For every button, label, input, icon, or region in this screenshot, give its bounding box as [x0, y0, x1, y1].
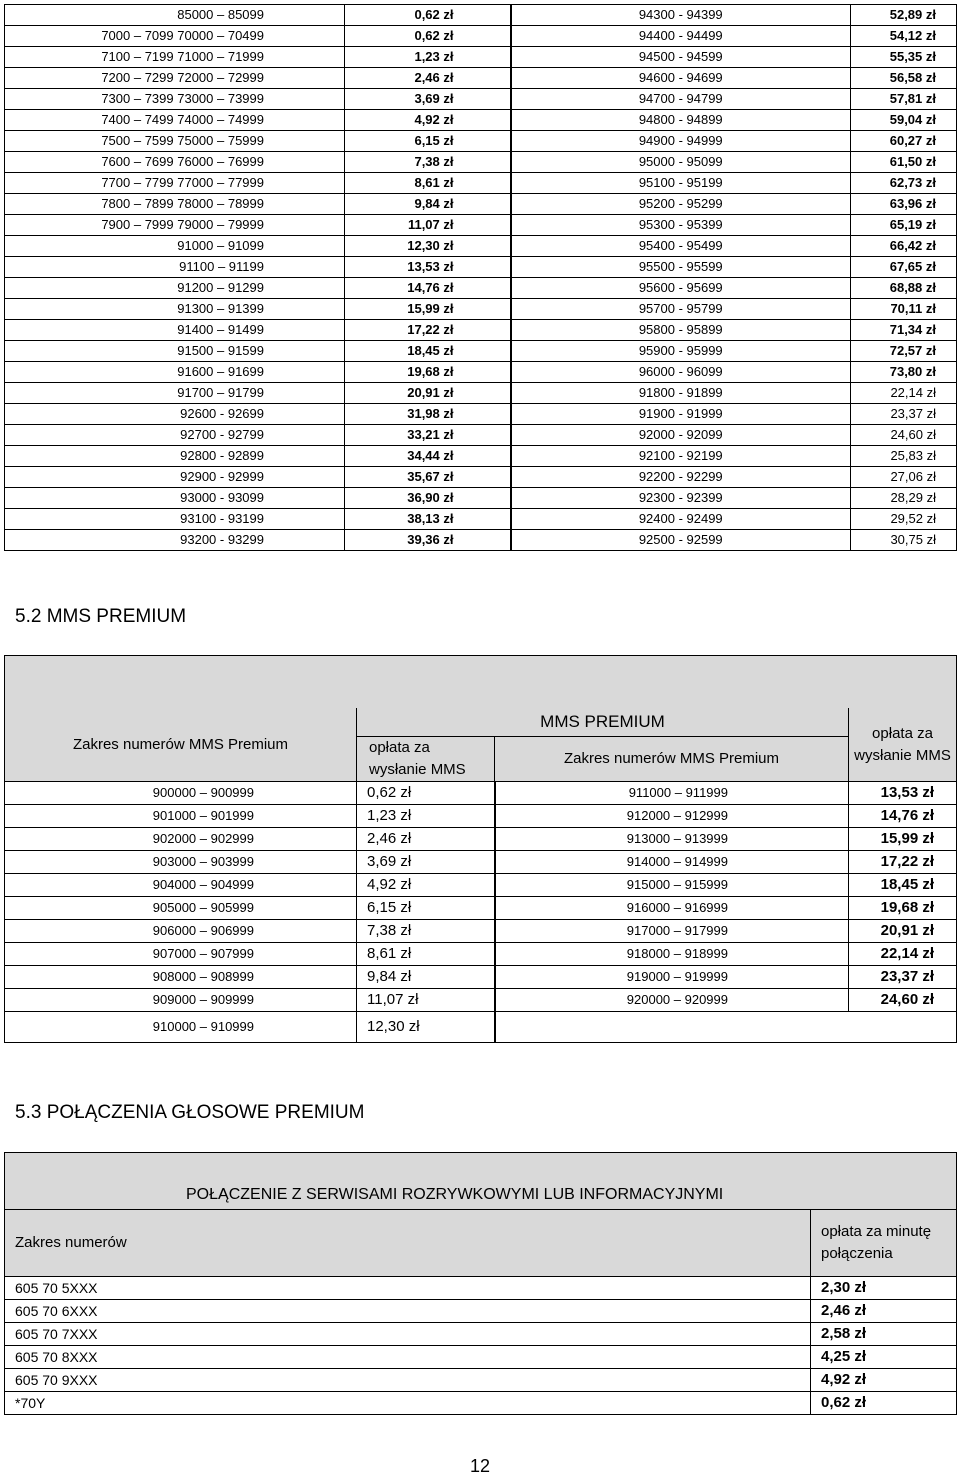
- voice-number-range-cell: 605 70 7XXX: [5, 1323, 811, 1346]
- table-row: [5, 194, 957, 215]
- table-row: [5, 943, 957, 966]
- fee-cell: 25,83 zł: [851, 446, 957, 467]
- fee-cell: 71,34 zł: [851, 320, 957, 341]
- number-range-cell: 7000 – 7099 70000 – 70499: [5, 26, 345, 47]
- fee-cell: 17,22 zł: [345, 320, 511, 341]
- number-range-cell: 95800 - 95899: [511, 320, 851, 341]
- mms-fee-cell: 11,07 zł: [357, 989, 495, 1012]
- fee-cell: 57,81 zł: [851, 89, 957, 110]
- mms-number-range-cell: 905000 – 905999: [5, 897, 357, 920]
- number-range-cell: 94800 - 94899: [511, 110, 851, 131]
- fee-cell: 73,80 zł: [851, 362, 957, 383]
- mms-number-range-cell: 903000 – 903999: [5, 851, 357, 874]
- fee-cell: 2,46 zł: [345, 68, 511, 89]
- mms-header-fee-right: opłata za wysłanie MMS: [849, 708, 957, 782]
- fee-cell: 31,98 zł: [345, 404, 511, 425]
- fee-cell: 13,53 zł: [345, 257, 511, 278]
- table-row: [5, 383, 957, 404]
- mms-fee-cell: 20,91 zł: [849, 920, 957, 943]
- number-range-cell: 7200 – 7299 72000 – 72999: [5, 68, 345, 89]
- number-range-cell: 91900 - 91999: [511, 404, 851, 425]
- table-row: [5, 299, 957, 320]
- mms-table-top-band: [5, 656, 957, 709]
- number-range-cell: 91200 – 91299: [5, 278, 345, 299]
- fee-cell: 33,21 zł: [345, 425, 511, 446]
- voice-number-range-cell: 605 70 6XXX: [5, 1300, 811, 1323]
- mms-fee-cell: 8,61 zł: [357, 943, 495, 966]
- table-row: [5, 488, 957, 509]
- mms-number-range-cell: 909000 – 909999: [5, 989, 357, 1012]
- fee-cell: 65,19 zł: [851, 215, 957, 236]
- mms-tariff-table: [4, 655, 957, 1043]
- empty-cell: [495, 1012, 957, 1043]
- number-range-cell: 95100 - 95199: [511, 173, 851, 194]
- mms-fee-cell: 4,92 zł: [357, 874, 495, 897]
- mms-number-range-cell: 917000 – 917999: [495, 920, 849, 943]
- voice-fee-cell: 2,58 zł: [811, 1323, 957, 1346]
- fee-cell: 54,12 zł: [851, 26, 957, 47]
- voice-table-top-band: [5, 1153, 957, 1182]
- voice-number-range-cell: 605 70 5XXX: [5, 1277, 811, 1300]
- table-row: [5, 828, 957, 851]
- number-range-cell: 93000 - 93099: [5, 488, 345, 509]
- fee-cell: 55,35 zł: [851, 47, 957, 68]
- table-row: [5, 5, 957, 26]
- number-range-cell: 92100 - 92199: [511, 446, 851, 467]
- table-row: [5, 1300, 957, 1323]
- mms-fee-cell: 9,84 zł: [357, 966, 495, 989]
- fee-cell: 7,38 zł: [345, 152, 511, 173]
- fee-cell: 11,07 zł: [345, 215, 511, 236]
- number-range-cell: 91100 – 91199: [5, 257, 345, 278]
- mms-number-range-cell: 914000 – 914999: [495, 851, 849, 874]
- number-range-cell: 85000 – 85099: [5, 5, 345, 26]
- mms-fee-cell: 18,45 zł: [849, 874, 957, 897]
- voice-fee-cell: 0,62 zł: [811, 1392, 957, 1415]
- mms-header-range-left: Zakres numerów MMS Premium: [5, 708, 357, 782]
- table-row: [5, 362, 957, 383]
- fee-cell: 8,61 zł: [345, 173, 511, 194]
- fee-cell: 24,60 zł: [851, 425, 957, 446]
- mms-header-fee-left: opłata za wysłanie MMS: [357, 737, 495, 782]
- fee-cell: 30,75 zł: [851, 530, 957, 551]
- fee-cell: 9,84 zł: [345, 194, 511, 215]
- mms-fee-cell: 24,60 zł: [849, 989, 957, 1012]
- table-row: [5, 26, 957, 47]
- table-row: [5, 215, 957, 236]
- table-row: [5, 47, 957, 68]
- voice-fee-cell: 4,92 zł: [811, 1369, 957, 1392]
- fee-cell: 61,50 zł: [851, 152, 957, 173]
- number-range-cell: 95500 - 95599: [511, 257, 851, 278]
- voice-section-heading: 5.3 POŁĄCZENIA GŁOSOWE PREMIUM: [15, 1102, 365, 1123]
- table-row: [5, 530, 957, 551]
- table-row: [5, 920, 957, 943]
- fee-cell: 59,04 zł: [851, 110, 957, 131]
- number-range-cell: 92600 - 92699: [5, 404, 345, 425]
- mms-fee-cell: 17,22 zł: [849, 851, 957, 874]
- mms-section-heading: 5.2 MMS PREMIUM: [15, 606, 187, 627]
- mms-tariff-table-body: [5, 656, 957, 1043]
- number-range-cell: 91800 - 91899: [511, 383, 851, 404]
- fee-cell: 28,29 zł: [851, 488, 957, 509]
- mms-fee-cell: 23,37 zł: [849, 966, 957, 989]
- mms-number-range-cell: 916000 – 916999: [495, 897, 849, 920]
- fee-cell: 63,96 zł: [851, 194, 957, 215]
- table-row: [5, 1369, 957, 1392]
- number-range-cell: 94300 - 94399: [511, 5, 851, 26]
- table-row: [5, 278, 957, 299]
- fee-cell: 3,69 zł: [345, 89, 511, 110]
- mms-fee-cell: 0,62 zł: [357, 782, 495, 805]
- fee-cell: 56,58 zł: [851, 68, 957, 89]
- table-row: [5, 989, 957, 1012]
- mms-number-range-cell: 912000 – 912999: [495, 805, 849, 828]
- voice-header-range: Zakres numerów: [5, 1210, 811, 1277]
- table-row: [5, 897, 957, 920]
- mms-header-range-right: Zakres numerów MMS Premium: [495, 737, 849, 782]
- number-range-cell: 95000 - 95099: [511, 152, 851, 173]
- table-row: [5, 236, 957, 257]
- fee-cell: 29,52 zł: [851, 509, 957, 530]
- number-range-cell: 92400 - 92499: [511, 509, 851, 530]
- fee-cell: 23,37 zł: [851, 404, 957, 425]
- number-range-cell: 92200 - 92299: [511, 467, 851, 488]
- mms-number-range-cell: 900000 – 900999: [5, 782, 357, 805]
- mms-number-range-cell: 915000 – 915999: [495, 874, 849, 897]
- number-range-cell: 95400 - 95499: [511, 236, 851, 257]
- voice-tariff-table-body: [5, 1153, 957, 1415]
- fee-cell: 36,90 zł: [345, 488, 511, 509]
- fee-cell: 0,62 zł: [345, 5, 511, 26]
- voice-header-fee: opłata za minutę połączenia: [811, 1210, 957, 1277]
- number-range-cell: 91700 – 91799: [5, 383, 345, 404]
- mms-table-title: MMS PREMIUM: [357, 708, 849, 737]
- number-range-cell: 92000 - 92099: [511, 425, 851, 446]
- mms-fee-cell: 14,76 zł: [849, 805, 957, 828]
- number-range-cell: 94600 - 94699: [511, 68, 851, 89]
- fee-cell: 62,73 zł: [851, 173, 957, 194]
- mms-number-range-cell: 918000 – 918999: [495, 943, 849, 966]
- number-range-cell: 95300 - 95399: [511, 215, 851, 236]
- fee-cell: 38,13 zł: [345, 509, 511, 530]
- number-range-cell: 93100 - 93199: [5, 509, 345, 530]
- number-range-cell: 95200 - 95299: [511, 194, 851, 215]
- fee-cell: 4,92 zł: [345, 110, 511, 131]
- fee-cell: 60,27 zł: [851, 131, 957, 152]
- number-range-cell: 92800 - 92899: [5, 446, 345, 467]
- table-row: [5, 851, 957, 874]
- number-range-cell: 94900 - 94999: [511, 131, 851, 152]
- number-range-cell: 7400 – 7499 74000 – 74999: [5, 110, 345, 131]
- number-range-cell: 91400 – 91499: [5, 320, 345, 341]
- fee-cell: 0,62 zł: [345, 26, 511, 47]
- table-row: [5, 1323, 957, 1346]
- fee-cell: 68,88 zł: [851, 278, 957, 299]
- table-row: [5, 1012, 957, 1043]
- number-range-cell: 91000 – 91099: [5, 236, 345, 257]
- table-row: [5, 404, 957, 425]
- table-row: [5, 874, 957, 897]
- number-range-cell: 7300 – 7399 73000 – 73999: [5, 89, 345, 110]
- table-row: [5, 509, 957, 530]
- mms-number-range-cell: 913000 – 913999: [495, 828, 849, 851]
- mms-number-range-cell: 906000 – 906999: [5, 920, 357, 943]
- number-range-cell: 7600 – 7699 76000 – 76999: [5, 152, 345, 173]
- table-row: [5, 320, 957, 341]
- fee-cell: 72,57 zł: [851, 341, 957, 362]
- fee-cell: 39,36 zł: [345, 530, 511, 551]
- fee-cell: 22,14 zł: [851, 383, 957, 404]
- table-row: [5, 1277, 957, 1300]
- number-range-cell: 91500 – 91599: [5, 341, 345, 362]
- table-row: [5, 467, 957, 488]
- mms-number-range-cell: 901000 – 901999: [5, 805, 357, 828]
- number-range-cell: 96000 - 96099: [511, 362, 851, 383]
- fee-cell: 14,76 zł: [345, 278, 511, 299]
- number-range-cell: 95700 - 95799: [511, 299, 851, 320]
- mms-number-range-cell: 902000 – 902999: [5, 828, 357, 851]
- number-range-cell: 94500 - 94599: [511, 47, 851, 68]
- sms-tariff-table: [4, 4, 957, 551]
- mms-fee-cell: 1,23 zł: [357, 805, 495, 828]
- fee-cell: 18,45 zł: [345, 341, 511, 362]
- table-row: [5, 966, 957, 989]
- number-range-cell: 92700 - 92799: [5, 425, 345, 446]
- mms-fee-cell: 2,46 zł: [357, 828, 495, 851]
- voice-table-title: POŁĄCZENIE Z SERWISAMI ROZRYWKOWYMI LUB INFORMACYJNYMI: [5, 1181, 957, 1210]
- fee-cell: 19,68 zł: [345, 362, 511, 383]
- table-row: [5, 110, 957, 131]
- number-range-cell: 7900 – 7999 79000 – 79999: [5, 215, 345, 236]
- fee-cell: 15,99 zł: [345, 299, 511, 320]
- number-range-cell: 7700 – 7799 77000 – 77999: [5, 173, 345, 194]
- mms-number-range-cell: 911000 – 911999: [495, 782, 849, 805]
- voice-fee-cell: 4,25 zł: [811, 1346, 957, 1369]
- fee-cell: 66,42 zł: [851, 236, 957, 257]
- number-range-cell: 92300 - 92399: [511, 488, 851, 509]
- table-row: [5, 805, 957, 828]
- table-row: [5, 425, 957, 446]
- mms-number-range-cell: 907000 – 907999: [5, 943, 357, 966]
- fee-cell: 67,65 zł: [851, 257, 957, 278]
- table-row: [5, 257, 957, 278]
- fee-cell: 34,44 zł: [345, 446, 511, 467]
- number-range-cell: 7800 – 7899 78000 – 78999: [5, 194, 345, 215]
- table-row: [5, 341, 957, 362]
- table-row: [5, 173, 957, 194]
- fee-cell: 1,23 zł: [345, 47, 511, 68]
- number-range-cell: 91600 – 91699: [5, 362, 345, 383]
- table-row: [5, 446, 957, 467]
- number-range-cell: 92500 - 92599: [511, 530, 851, 551]
- voice-fee-cell: 2,46 zł: [811, 1300, 957, 1323]
- fee-cell: 12,30 zł: [345, 236, 511, 257]
- mms-number-range-cell: 920000 – 920999: [495, 989, 849, 1012]
- page-number: 12: [469, 1456, 491, 1476]
- number-range-cell: 92900 - 92999: [5, 467, 345, 488]
- table-row: [5, 782, 957, 805]
- mms-fee-cell: 12,30 zł: [357, 1012, 495, 1043]
- number-range-cell: 95900 - 95999: [511, 341, 851, 362]
- number-range-cell: 7100 – 7199 71000 – 71999: [5, 47, 345, 68]
- number-range-cell: 93200 - 93299: [5, 530, 345, 551]
- fee-cell: 70,11 zł: [851, 299, 957, 320]
- voice-number-range-cell: 605 70 8XXX: [5, 1346, 811, 1369]
- mms-fee-cell: 19,68 zł: [849, 897, 957, 920]
- number-range-cell: 91300 – 91399: [5, 299, 345, 320]
- number-range-cell: 7500 – 7599 75000 – 75999: [5, 131, 345, 152]
- fee-cell: 27,06 zł: [851, 467, 957, 488]
- mms-fee-cell: 22,14 zł: [849, 943, 957, 966]
- mms-fee-cell: 15,99 zł: [849, 828, 957, 851]
- number-range-cell: 94700 - 94799: [511, 89, 851, 110]
- sms-tariff-table-body: [5, 5, 957, 551]
- mms-fee-cell: 3,69 zł: [357, 851, 495, 874]
- mms-fee-cell: 13,53 zł: [849, 782, 957, 805]
- voice-number-range-cell: *70Y: [5, 1392, 811, 1415]
- table-row: [5, 68, 957, 89]
- fee-cell: 35,67 zł: [345, 467, 511, 488]
- voice-number-range-cell: 605 70 9XXX: [5, 1369, 811, 1392]
- voice-fee-cell: 2,30 zł: [811, 1277, 957, 1300]
- fee-cell: 52,89 zł: [851, 5, 957, 26]
- table-row: [5, 131, 957, 152]
- fee-cell: 20,91 zł: [345, 383, 511, 404]
- number-range-cell: 95600 - 95699: [511, 278, 851, 299]
- mms-fee-cell: 7,38 zł: [357, 920, 495, 943]
- fee-cell: 6,15 zł: [345, 131, 511, 152]
- mms-number-range-cell: 919000 – 919999: [495, 966, 849, 989]
- table-row: [5, 152, 957, 173]
- mms-number-range-cell: 904000 – 904999: [5, 874, 357, 897]
- mms-fee-cell: 6,15 zł: [357, 897, 495, 920]
- table-row: [5, 1346, 957, 1369]
- mms-number-range-cell: 910000 – 910999: [5, 1012, 357, 1043]
- table-row: [5, 89, 957, 110]
- voice-tariff-table: [4, 1152, 957, 1415]
- number-range-cell: 94400 - 94499: [511, 26, 851, 47]
- mms-number-range-cell: 908000 – 908999: [5, 966, 357, 989]
- table-row: [5, 1392, 957, 1415]
